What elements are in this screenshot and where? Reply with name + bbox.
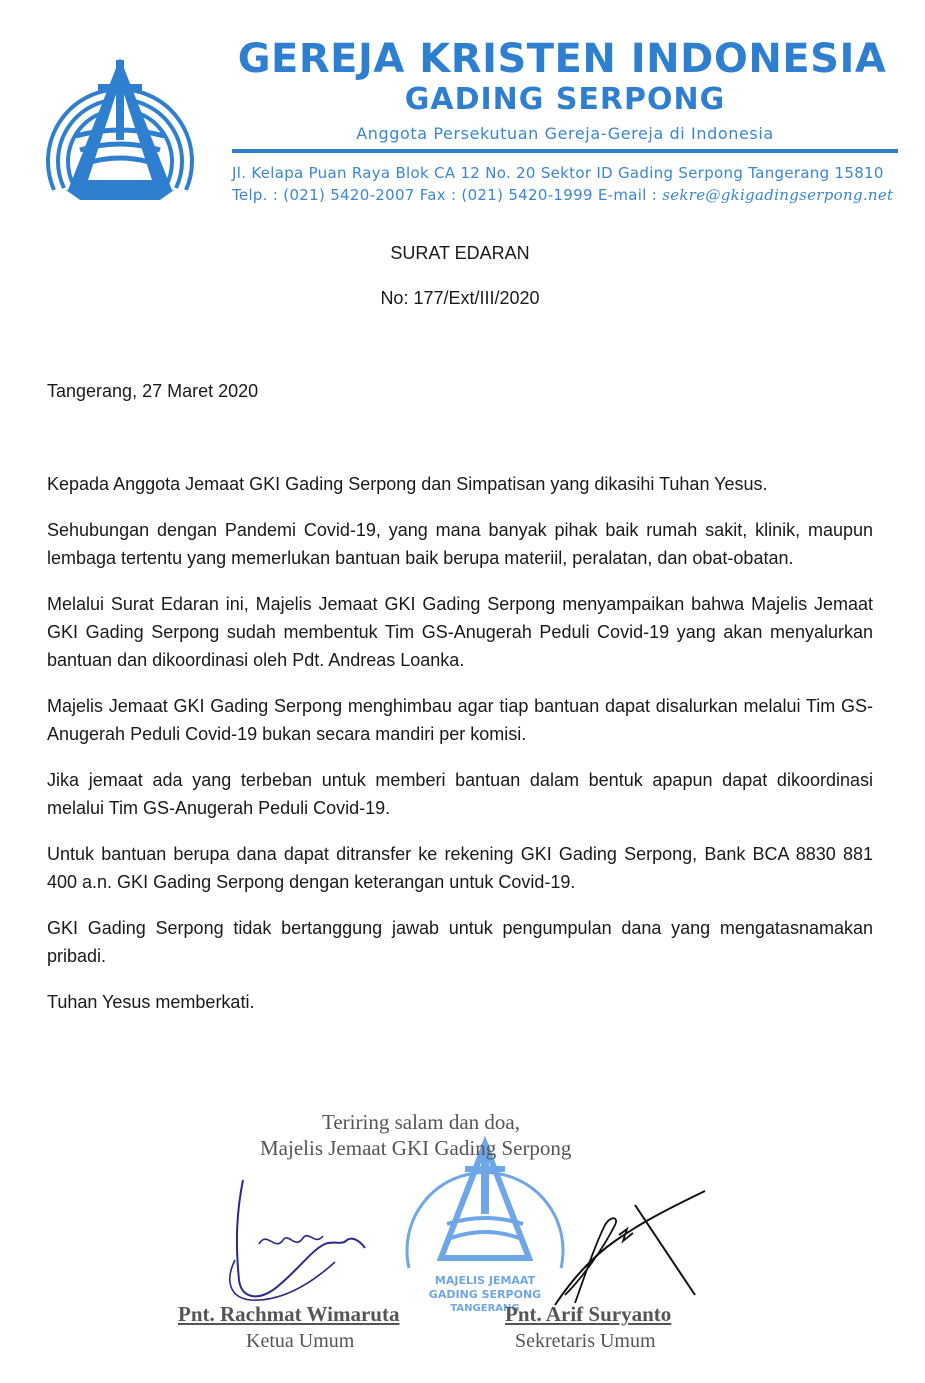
paragraph: GKI Gading Serpong tidak bertanggung jawab untuk pengumpulan dana yang mengatasnamakan pribadi.	[47, 918, 873, 966]
signature-left-icon	[215, 1170, 375, 1310]
svg-text:GADING SERPONG: GADING SERPONG	[428, 1288, 542, 1301]
svg-text:TANGERANG: TANGERANG	[450, 1303, 520, 1314]
letter-body	[47, 470, 873, 1034]
paragraph: Jika jemaat ada yang terbeban untuk memberi bantuan dalam bentuk apapun dapat dikoordinasi melalui Tim GS-Anugerah Peduli Covid-19.	[47, 770, 873, 818]
organization-tagline: Anggota Persekutuan Gereja-Gereja di Indonesia	[356, 124, 774, 143]
letterhead-contact	[232, 186, 898, 204]
document-date: Tangerang, 27 Maret 2020	[47, 381, 259, 401]
svg-text:MAJELIS JEMAAT: MAJELIS JEMAAT	[434, 1274, 536, 1287]
letterhead-phone: Telp. : (021) 5420-2007 Fax : (021) 5420-1999 E-mail :	[232, 186, 658, 204]
paragraph: Majelis Jemaat GKI Gading Serpong menghimbau agar tiap bantuan dapat disalurkan melalui Tim GS-Anugerah Peduli Covid-19 bukan secara mandiri per komisi.	[47, 696, 873, 744]
branch-name: GADING SERPONG	[404, 82, 726, 117]
paragraph: Melalui Surat Edaran ini, Majelis Jemaat GKI Gading Serpong menyampaikan bahwa Majelis Jemaat GKI Gading Serpong sudah membentuk Tim GS-Anugerah Peduli Covid-19 yang akan menyalurkan bantuan dan dikoordinasi oleh Pdt. Andreas Loanka.	[47, 594, 873, 670]
letterhead-address: Jl. Kelapa Puan Raya Blok CA 12 No. 20 Sektor ID Gading Serpong Tangerang 15810	[232, 164, 884, 182]
signature-right-icon	[545, 1185, 715, 1315]
organization-name: GEREJA KRISTEN INDONESIA	[237, 36, 887, 82]
signer-1-name: Pnt. Rachmat Wimaruta	[178, 1302, 400, 1326]
signature-greeting: Teriring salam dan doa,	[322, 1110, 520, 1134]
paragraph: Sehubungan dengan Pandemi Covid-19, yang mana banyak pihak baik rumah sakit, klinik, maupun lembaga tertentu yang memerlukan bantuan baik berupa materiil, peralatan, dan obat-obatan.	[47, 520, 873, 568]
signer-2-name: Pnt. Arif Suryanto	[505, 1302, 672, 1326]
letterhead-email: sekre@gkigadingserpong.net	[662, 186, 894, 204]
church-logo-icon	[40, 40, 200, 200]
closing-line: Tuhan Yesus memberkati.	[47, 992, 255, 1012]
signature-organization: Majelis Jemaat GKI Gading Serpong	[260, 1136, 572, 1160]
document-title: SURAT EDARAN	[390, 243, 530, 263]
signer-1-role: Ketua Umum	[246, 1330, 355, 1352]
signer-2-role: Sekretaris Umum	[515, 1330, 656, 1352]
document-number: No: 177/Ext/III/2020	[380, 288, 540, 308]
paragraph: Untuk bantuan berupa dana dapat ditransfer ke rekening GKI Gading Serpong, Bank BCA 8830 881 400 a.n. GKI Gading Serpong dengan keterangan untuk Covid-19.	[47, 844, 873, 892]
letterhead-divider	[232, 149, 898, 153]
paragraph: Kepada Anggota Jemaat GKI Gading Serpong dan Simpatisan yang dikasihi Tuhan Yesus.	[47, 474, 768, 494]
